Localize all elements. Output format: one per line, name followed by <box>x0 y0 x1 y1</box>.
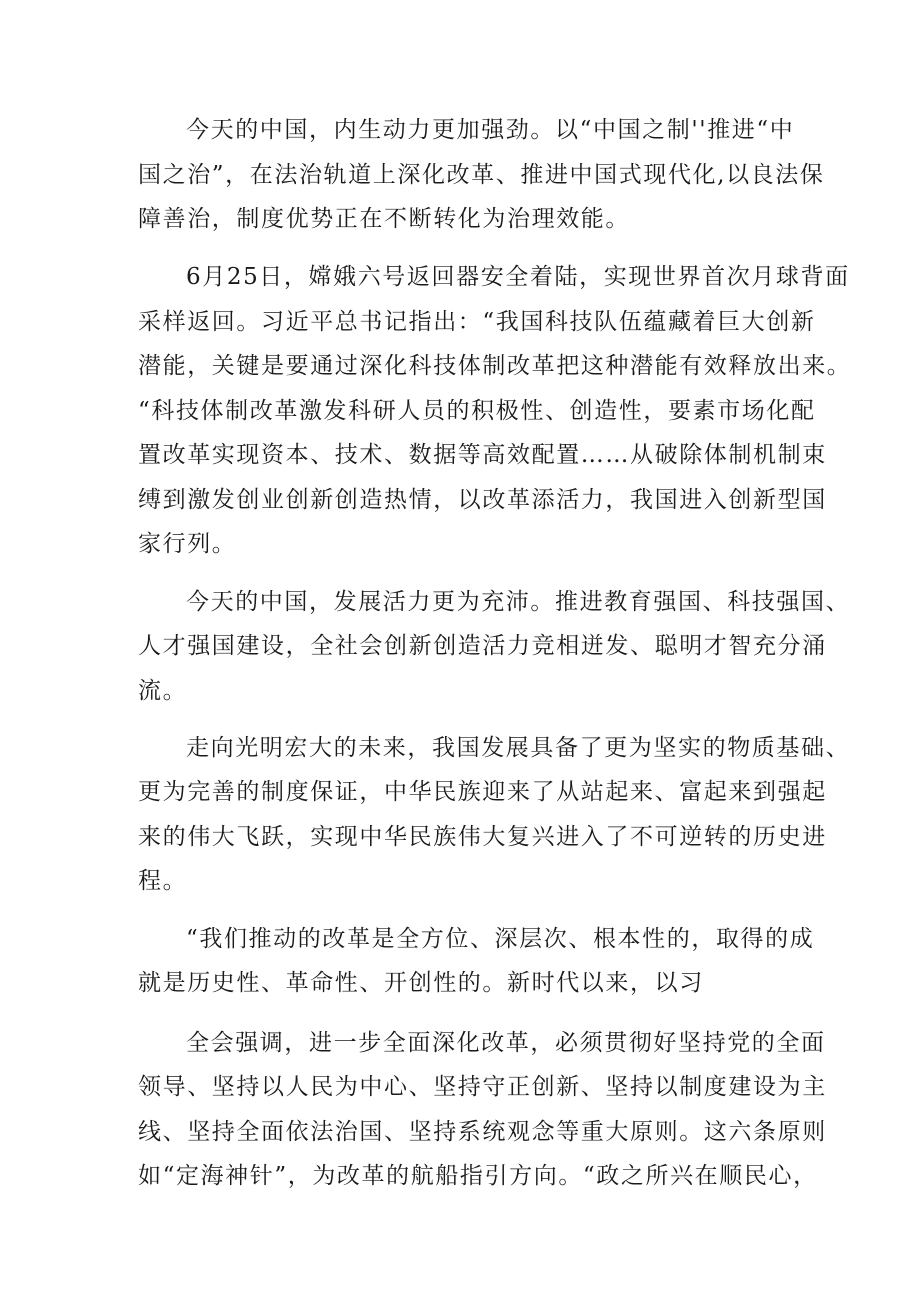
paragraph-line: 6月25日，嫦娥六号返回器安全着陆，实现世界首次月球背面 <box>186 264 850 290</box>
paragraph-line: 今天的中国，发展活力更为充沛。推进教育强国、科技强国、 <box>186 589 851 615</box>
paragraph-line: 领导、坚持以人民为中心、坚持守正创新、坚持以制度建设为主 <box>138 1074 827 1100</box>
paragraph-line: 流。 <box>138 678 188 704</box>
paragraph-line: 障善治，制度优势正在不断转化为治理效能。 <box>138 206 630 232</box>
paragraph-line: 来的伟大飞跃，实现中华民族伟大复兴进入了不可逆转的历史进 <box>138 824 827 850</box>
paragraph-line: 今天的中国，内生动力更加强劲。以“中国之制''推进“中 <box>186 117 795 143</box>
paragraph-line: 国之治”，在法治轨道上深化改革、推进中国式现代化,以良法保 <box>138 162 825 188</box>
paragraph-line: 缚到激发创业创新创造热情，以改革添活力，我国进入创新型国 <box>138 487 827 513</box>
paragraph-line: “我们推动的改革是全方位、深层次、根本性的，取得的成 <box>186 926 815 952</box>
paragraph-line: 置改革实现资本、技术、数据等高效配置……从破除体制机制束 <box>138 442 827 468</box>
paragraph-line: 走向光明宏大的未来，我国发展具备了更为坚实的物质基础、 <box>186 735 851 761</box>
paragraph-line: 就是历史性、革命性、开创性的。新时代以来，以习 <box>138 970 704 996</box>
paragraph-line: 潜能，关键是要通过深化科技体制改革把这种潜能有效释放出来。 <box>138 353 852 379</box>
paragraph-line: 如“定海神针”，为改革的航船指引方向。“政之所兴在顺民心， <box>138 1163 818 1189</box>
paragraph-line: 家行列。 <box>138 531 237 557</box>
paragraph-line: 采样返回。习近平总书记指出：“我国科技队伍蕴藏着巨大创新 <box>138 309 816 335</box>
paragraph-line: 全会强调，进一步全面深化改革，必须贯彻好坚持党的全面 <box>186 1030 826 1056</box>
paragraph-line: “科技体制改革激发科研人员的积极性、创造性，要素市场化配 <box>138 398 816 424</box>
paragraph-line: 人才强国建设，全社会创新创造活力竞相迸发、聪明才智充分涌 <box>138 633 827 659</box>
paragraph-line: 线、坚持全面依法治国、坚持系统观念等重大原则。这六条原则 <box>138 1119 827 1145</box>
paragraph-line: 更为完善的制度保证，中华民族迎来了从站起来、富起来到强起 <box>138 779 827 805</box>
paragraph-line: 程。 <box>138 868 188 894</box>
